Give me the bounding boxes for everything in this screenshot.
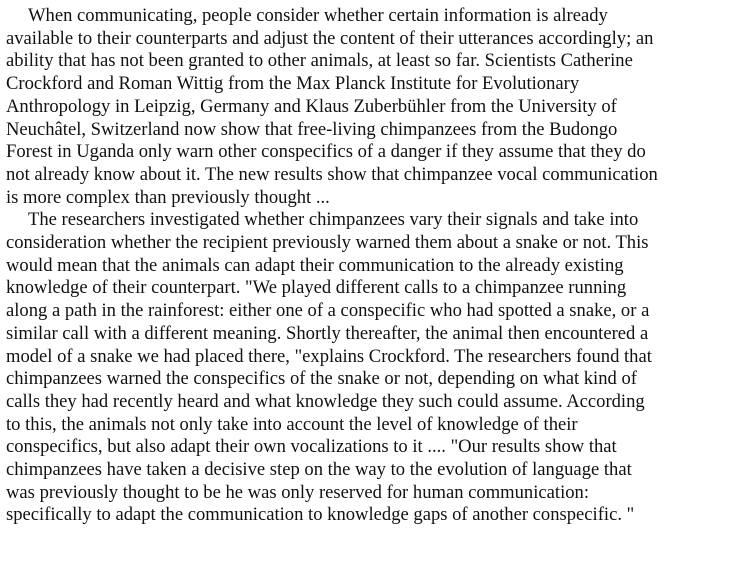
text-line: chimpanzees have taken a decisive step on the way to the evolution of language that (6, 459, 632, 481)
text-line: Anthropology in Leipzig, Germany and Klaus Zuberbühler from the University of (6, 95, 617, 117)
text-line: would mean that the animals can adapt their communication to the already existing (6, 254, 624, 276)
text-line: to this, the animals not only take into account the level of knowledge of their (6, 413, 578, 435)
text-line: similar call with a different meaning. Shortly thereafter, the animal then encountered a (6, 322, 649, 344)
text-line: model of a snake we had placed there, "explains Crockford. The researchers found that (6, 345, 652, 367)
text-line: is more complex than previously thought ... (6, 186, 330, 208)
text-line: available to their counterparts and adjust the content of their utterances accordingly; an (6, 27, 654, 49)
text-line: conspecifics, but also adapt their own vocalizations to it .... "Our results show that (6, 436, 617, 458)
text-line: along a path in the rainforest: either one of a conspecific who had spotted a snake, or a (6, 300, 650, 322)
text-line: chimpanzees warned the conspecifics of the snake or not, depending on what kind of (6, 368, 637, 390)
text-line: Neuchâtel, Switzerland now show that free-living chimpanzees from the Budongo (6, 118, 618, 140)
text-line: calls they had recently heard and what knowledge they such could assume. According (6, 390, 645, 412)
text-line: not already know about it. The new results show that chimpanzee vocal communication (6, 163, 658, 185)
text-line: The researchers investigated whether chimpanzees vary their signals and take into (28, 209, 639, 231)
paragraph-1 (6, 5, 746, 209)
text-line: consideration whether the recipient previously warned them about a snake or not. This (6, 232, 649, 254)
text-line: Forest in Uganda only warn other conspecifics of a danger if they assume that they do (6, 141, 646, 163)
text-line: When communicating, people consider whether certain information is already (28, 5, 608, 26)
text-line: Crockford and Roman Wittig from the Max Planck Institute for Evolutionary (6, 73, 580, 95)
text-line: was previously thought to be he was only reserved for human communication: (6, 481, 589, 503)
text-line: ability that has not been granted to other animals, at least so far. Scientists Catherine (6, 50, 633, 72)
text-line: specifically to adapt the communication to knowledge gaps of another conspecific. " (6, 504, 635, 526)
text-line: knowledge of their counterpart. "We played different calls to a chimpanzee running (6, 277, 627, 299)
paragraph-2 (6, 209, 746, 527)
